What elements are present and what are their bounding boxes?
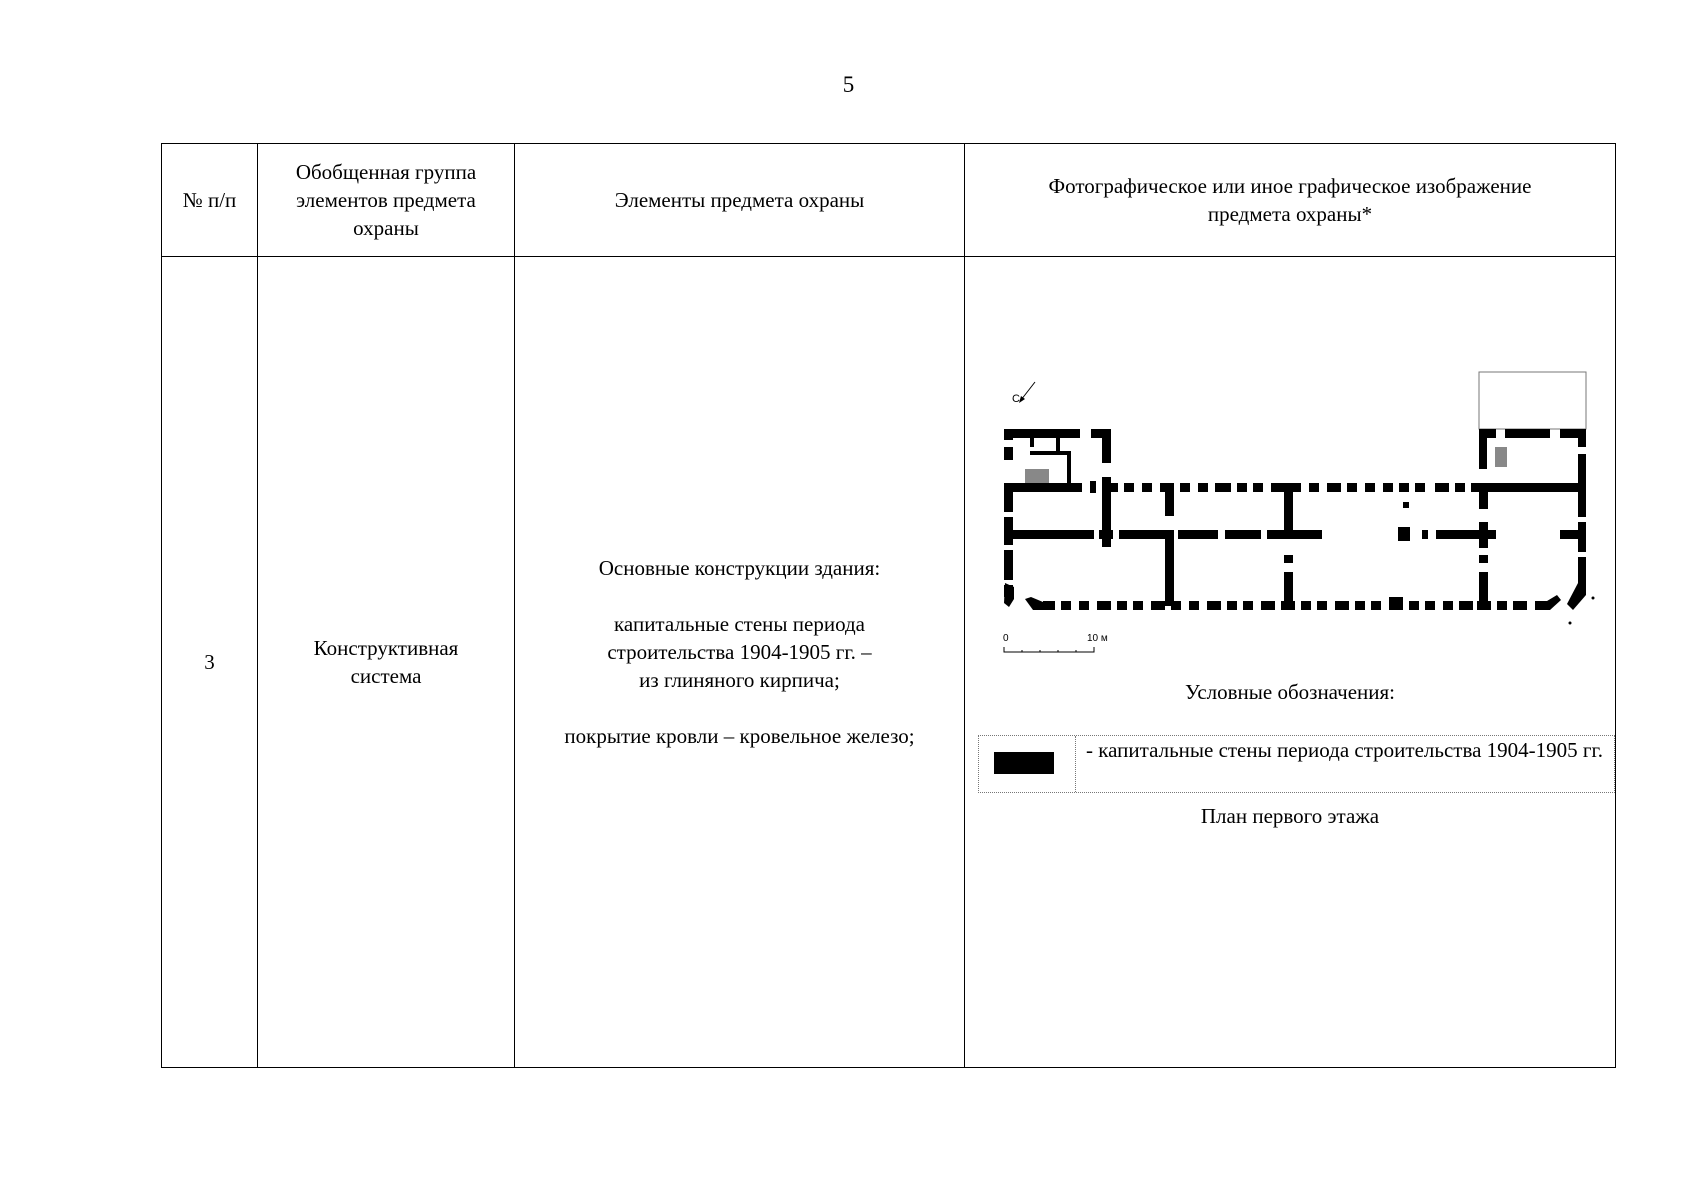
header-image-label: Фотографическое или иное графическое изображение предмета охраны* (1048, 174, 1532, 226)
row-group (258, 257, 515, 1068)
table-header-row (162, 144, 1616, 257)
header-elements: Элементы предмета охраны (515, 144, 965, 257)
row-number: 3 (162, 257, 258, 1068)
row-group-label: Конструктивная система (313, 636, 459, 688)
scale-start-label: 0 (1003, 633, 1009, 644)
north-arrow-icon (1019, 382, 1035, 403)
elements-item1-line3: из глиняного кирпича; (639, 668, 840, 692)
elements-heading: Основные конструкции здания: (598, 556, 881, 580)
plan-caption: План первого этажа (1200, 804, 1380, 828)
legend (978, 735, 1615, 793)
scale-bar (1003, 633, 1108, 652)
row-image (965, 257, 1616, 1068)
north-label: С (1012, 393, 1020, 405)
floor-plan-drawing (995, 367, 1595, 657)
capital-walls (1004, 429, 1586, 610)
elements-item2: покрытие кровли – кровельное железо; (564, 724, 915, 748)
page-number: 5 (842, 72, 855, 97)
legend-label-capital-walls: - капитальные стены периода строительства 1904-1905 гг. (1086, 738, 1604, 762)
legend-swatch-capital-walls (994, 752, 1054, 774)
protection-subject-table (161, 143, 1616, 1068)
table-row (162, 257, 1616, 1068)
legend-swatch-cell (979, 736, 1076, 792)
header-image (965, 144, 1616, 257)
elements-item1-line1: капитальные стены периода (614, 612, 865, 636)
row-elements (515, 257, 965, 1068)
header-group: Обобщенная группа элементов предмета охраны (258, 144, 515, 257)
legend-title: Условные обозначения: (1184, 680, 1396, 704)
scale-end-label: 10 м (1087, 633, 1108, 644)
header-number: № п/п (162, 144, 258, 257)
elements-item1-line2: строительства 1904-1905 гг. – (607, 640, 872, 664)
